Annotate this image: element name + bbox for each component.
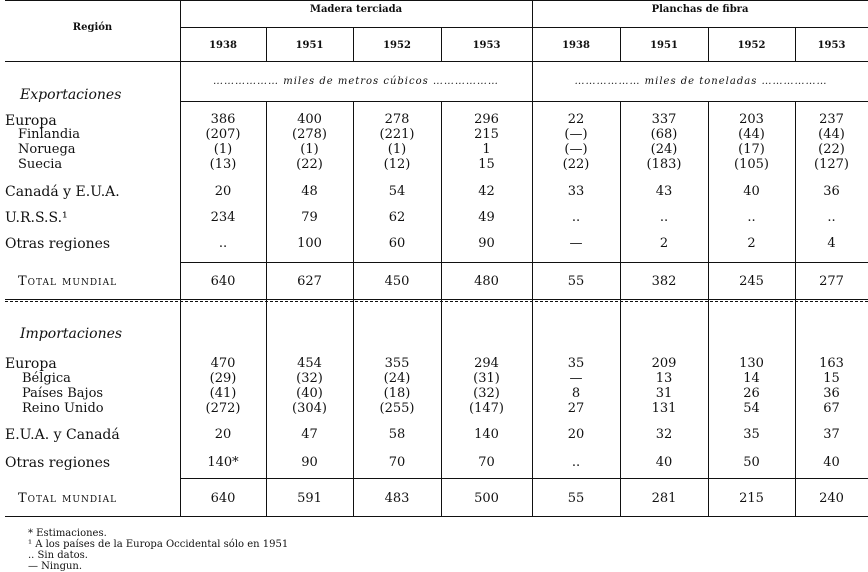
table-cell: 70	[388, 455, 406, 470]
year-header: 1951	[295, 40, 324, 51]
group-title-fibreboard: Planchas de fibra	[651, 4, 749, 15]
footnote: ¹ A los países de la Europa Occidental sólo en 1951	[28, 539, 289, 550]
table-cell: 20	[567, 427, 585, 442]
table-cell: 31	[655, 386, 673, 401]
table-cell: 140*	[207, 455, 239, 470]
table-cell: (—)	[564, 142, 588, 157]
table-cell: 294	[474, 356, 499, 371]
table-cell: ..	[218, 236, 228, 251]
table-cell: —	[569, 236, 583, 251]
table-cell: 62	[388, 210, 406, 225]
table-cell: (22)	[296, 157, 323, 172]
table-cell: (29)	[209, 371, 237, 386]
table-cell: 450	[384, 274, 410, 289]
table-cell: 234	[210, 210, 236, 225]
table-cell: 277	[819, 274, 844, 289]
table-cell: (207)	[205, 127, 241, 142]
table-cell: 215	[474, 127, 499, 142]
table-cell: 47	[301, 427, 318, 442]
table-cell: —	[569, 371, 583, 386]
table-cell: 70	[478, 455, 495, 470]
table-cell: ..	[571, 455, 581, 470]
table-cell: 54	[388, 184, 406, 199]
table-cell: (1)	[387, 142, 407, 157]
table-cell: 355	[384, 356, 410, 371]
table-cell: 33	[567, 184, 585, 199]
table-cell: 43	[655, 184, 673, 199]
table-cell: (32)	[296, 371, 323, 386]
table-cell: 1	[482, 142, 491, 157]
units-fibreboard: ……………… miles de toneladas ………………	[574, 76, 828, 87]
table-cell: (68)	[650, 127, 678, 142]
table-cell: (22)	[562, 157, 590, 172]
table-cell: 14	[743, 371, 760, 386]
section-title-exports: Exportaciones	[20, 87, 122, 103]
table-cell: 400	[297, 112, 322, 127]
year-header: 1952	[737, 40, 766, 51]
table-cell: 386	[210, 112, 236, 127]
table-cell: (44)	[818, 127, 845, 142]
table-cell: (24)	[383, 371, 411, 386]
table-cell: ..	[659, 210, 669, 225]
row-label: Noruega	[18, 142, 76, 157]
row-label: Canadá y E.U.A.	[5, 184, 120, 200]
table-cell: (147)	[469, 401, 504, 416]
table-cell: 237	[819, 112, 844, 127]
table-cell: 40	[743, 184, 760, 199]
table-cell: 209	[651, 356, 677, 371]
table-cell: 245	[739, 274, 764, 289]
table-cell: 483	[384, 491, 410, 506]
table-cell: (41)	[209, 386, 237, 401]
table-cell: 26	[743, 386, 760, 401]
table-cell: 55	[567, 274, 585, 289]
table-cell: (24)	[650, 142, 678, 157]
row-label: Suecia	[18, 157, 63, 172]
year-header: 1938	[209, 40, 237, 51]
year-header: 1953	[472, 40, 501, 51]
footnote: — Ningun.	[28, 561, 83, 572]
region-header: Región	[72, 22, 113, 33]
table-cell: ..	[747, 210, 756, 225]
table-cell: 131	[651, 401, 677, 416]
table-cell: 13	[655, 371, 673, 386]
table-cell: 48	[301, 184, 318, 199]
table-cell: 640	[210, 491, 236, 506]
table-cell: 90	[478, 236, 495, 251]
table-cell: 215	[739, 491, 764, 506]
table-cell: (304)	[292, 401, 327, 416]
table-cell: (127)	[814, 157, 849, 172]
table-cell: 90	[301, 455, 318, 470]
row-label-total: Total mundial	[18, 274, 118, 289]
table-cell: (22)	[818, 142, 845, 157]
table-cell: 54	[743, 401, 760, 416]
table-cell: 50	[743, 455, 760, 470]
row-label: Países Bajos	[22, 386, 104, 401]
table-cell: 55	[567, 491, 585, 506]
table-cell: 627	[297, 274, 322, 289]
row-label: Bélgica	[22, 371, 71, 386]
table-cell: 15	[823, 371, 840, 386]
table-cell: 15	[478, 157, 495, 172]
table-cell: 35	[567, 356, 585, 371]
table-cell: 49	[478, 210, 495, 225]
table-cell: ..	[827, 210, 836, 225]
table-cell: (221)	[379, 127, 415, 142]
row-label-total: Total mundial	[18, 491, 118, 506]
table-cell: 500	[474, 491, 499, 506]
table-cell: 60	[388, 236, 406, 251]
table-cell: 4	[827, 236, 836, 251]
table-cell: 203	[739, 112, 764, 127]
table-cell: 58	[388, 427, 406, 442]
table-cell: 22	[567, 112, 585, 127]
table-cell: 20	[214, 184, 232, 199]
year-header: 1938	[562, 40, 590, 51]
group-title-plywood: Madera terciada	[309, 4, 403, 15]
table-cell: (31)	[473, 371, 500, 386]
table-cell: 591	[297, 491, 322, 506]
footnote: * Estimaciones.	[28, 528, 107, 539]
year-header: 1951	[650, 40, 678, 51]
table-cell: 2	[659, 236, 669, 251]
table-cell: 278	[384, 112, 410, 127]
table-cell: 382	[651, 274, 677, 289]
table-cell: 27	[567, 401, 585, 416]
table-cell: 36	[823, 184, 840, 199]
table-cell: 480	[474, 274, 499, 289]
section-title-imports: Importaciones	[20, 326, 123, 342]
year-header: 1953	[817, 40, 846, 51]
table-cell: 130	[739, 356, 764, 371]
table-cell: 32	[655, 427, 673, 442]
table-cell: 163	[819, 356, 844, 371]
table-cell: 281	[651, 491, 677, 506]
footnote: .. Sin datos.	[28, 550, 88, 561]
units-plywood: ……………… miles de metros cúbicos ………………	[213, 76, 499, 87]
table-cell: 40	[655, 455, 673, 470]
table-cell: 337	[651, 112, 677, 127]
table-cell: (105)	[734, 157, 769, 172]
table-cell: 40	[823, 455, 840, 470]
row-label: Europa	[5, 113, 57, 129]
row-label: Reino Unido	[22, 401, 104, 416]
year-header: 1952	[383, 40, 411, 51]
table-cell: 35	[743, 427, 760, 442]
table-cell: (255)	[379, 401, 415, 416]
table-cell: 79	[301, 210, 318, 225]
table-cell: (17)	[738, 142, 765, 157]
table-cell: (272)	[205, 401, 241, 416]
table-cell: (18)	[383, 386, 411, 401]
row-label: Otras regiones	[5, 455, 111, 471]
table-cell: 470	[210, 356, 236, 371]
table-cell: (1)	[300, 142, 319, 157]
table-cell: (44)	[738, 127, 765, 142]
table-cell: (278)	[292, 127, 327, 142]
table-cell: (40)	[296, 386, 323, 401]
table-cell: 8	[571, 386, 581, 401]
table-cell: (183)	[646, 157, 682, 172]
table-cell: 37	[823, 427, 840, 442]
table-cell: 454	[297, 356, 322, 371]
row-label: U.R.S.S.¹	[5, 210, 68, 226]
row-label: Otras regiones	[5, 236, 111, 252]
table-cell: 240	[819, 491, 844, 506]
table-cell: 42	[478, 184, 495, 199]
row-label: Europa	[5, 356, 57, 372]
table-cell: 20	[214, 427, 232, 442]
table-cell: (32)	[473, 386, 500, 401]
table-cell: (13)	[209, 157, 237, 172]
table-cell: 140	[474, 427, 499, 442]
table-cell: 67	[823, 401, 840, 416]
table-cell: (—)	[564, 127, 588, 142]
table-cell: (1)	[213, 142, 233, 157]
table-cell: 36	[823, 386, 840, 401]
table-cell: 640	[210, 274, 236, 289]
table-cell: (12)	[383, 157, 411, 172]
table-cell: 100	[297, 236, 322, 251]
table-cell: 2	[747, 236, 756, 251]
table-cell: 296	[474, 112, 499, 127]
table-cell: ..	[571, 210, 581, 225]
row-label: Finlandia	[18, 127, 81, 142]
row-label: E.U.A. y Canadá	[5, 427, 120, 443]
